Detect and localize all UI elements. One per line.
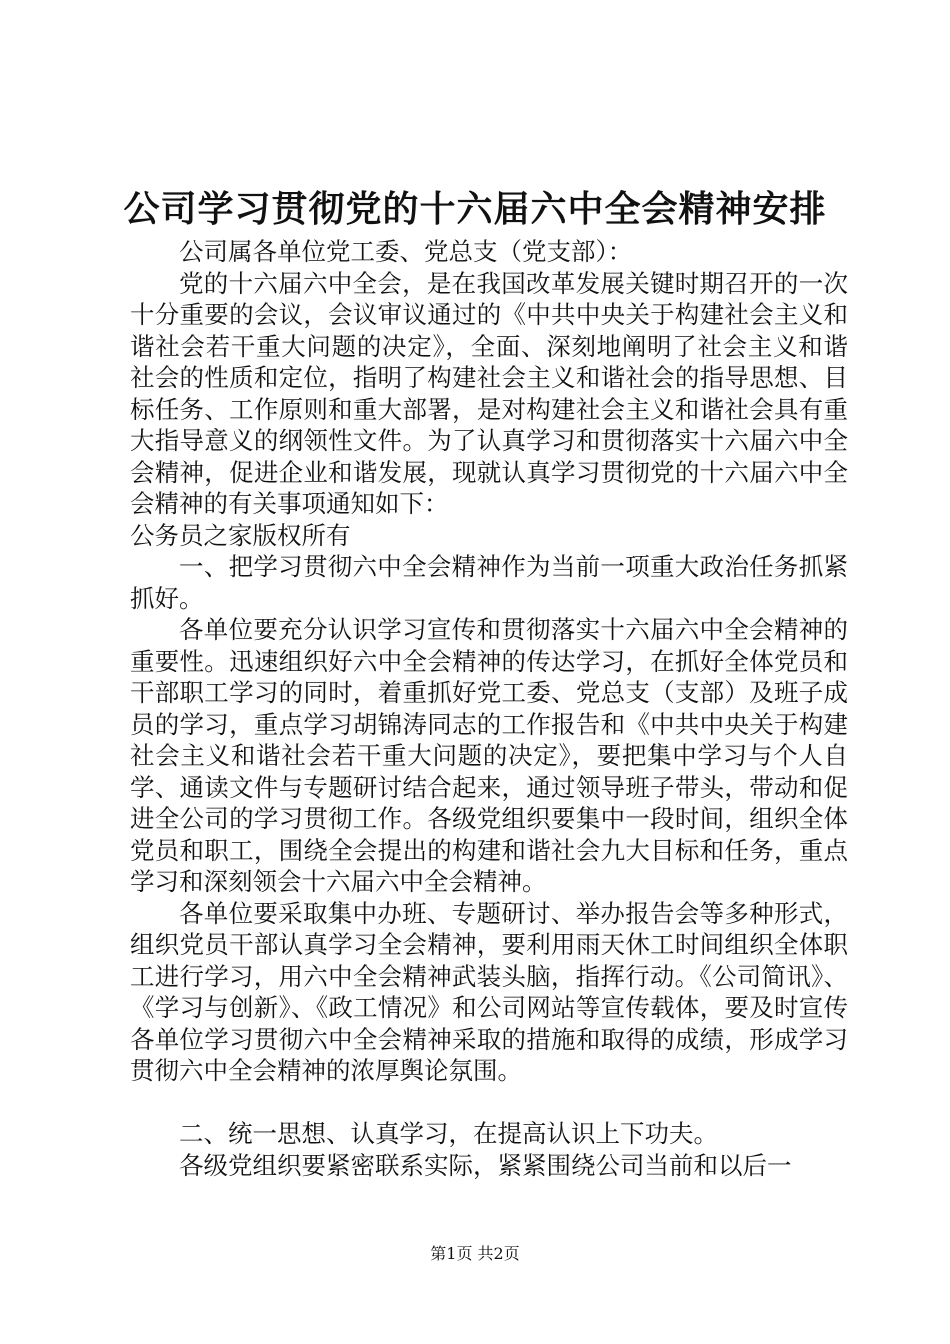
section-heading-2: 二、统一思想、认真学习，在提高认识上下功夫。 (179, 1119, 718, 1148)
paragraph-intro: 党的十六届六中全会，是在我国改革发展关键时期召开的一次十分重要的会议，会议审议通过的《中共中央关于构建社会主义和谐社会若干重大问题的决定》，全面、深刻地阐明了社会主义和谐社会的性质和定位，指明了构建社会主义和谐社会的指导思想、目标任务、工作原则和重大部署，是对构建社会主义和谐社会具有重大指导意义的纲领性文件。为了认真学习和贯彻落实十六届六中全会精神，促进企业和谐发展，现就认真学习贯彻党的十六届六中全会精神的有关事项通知如下： (130, 268, 848, 518)
document-body (130, 236, 848, 1181)
salutation: 公司属各单位党工委、党总支（党支部）： (179, 237, 633, 266)
document-title: 公司学习贯彻党的十六届六中全会精神安排 (123, 188, 827, 230)
copyright-line: 公务员之家版权所有 (130, 520, 351, 550)
paragraph-section-2a: 各级党组织要紧密联系实际，紧紧围绕公司当前和以后一 (179, 1150, 792, 1180)
section-heading-1: 一、把学习贯彻六中全会精神作为当前一项重大政治任务抓紧抓好。 (130, 552, 848, 613)
paragraph-section-1b: 各单位要采取集中办班、专题研讨、举办报告会等多种形式，组织党员干部认真学习全会精神，要利用雨天休工时间组织全体职工进行学习，用六中全会精神武装头脑，指挥行动。《公司简讯》、《学习与创新》、《政工情况》和公司网站等宣传载体，要及时宣传各单位学习贯彻六中全会精神采取的措施和取得的成绩，形成学习贯彻六中全会精神的浓厚舆论氛围。 (130, 898, 848, 1085)
page-footer: 第1页 共2页 (430, 1244, 520, 1263)
paragraph-gap (130, 1087, 848, 1119)
paragraph-section-1a: 各单位要充分认识学习宣传和贯彻落实十六届六中全会精神的重要性。迅速组织好六中全会精神的传达学习，在抓好全体党员和干部职工学习的同时，着重抓好党工委、党总支（支部）及班子成员的学习，重点学习胡锦涛同志的工作报告和《中共中央关于构建社会主义和谐社会若干重大问题的决定》，要把集中学习与个人自学、通读文件与专题研讨结合起来，通过领导班子带头，带动和促进全公司的学习贯彻工作。各级党组织要集中一段时间，组织全体党员和职工，围绕全会提出的构建和谐社会九大目标和任务，重点学习和深刻领会十六届六中全会精神。 (130, 615, 848, 896)
